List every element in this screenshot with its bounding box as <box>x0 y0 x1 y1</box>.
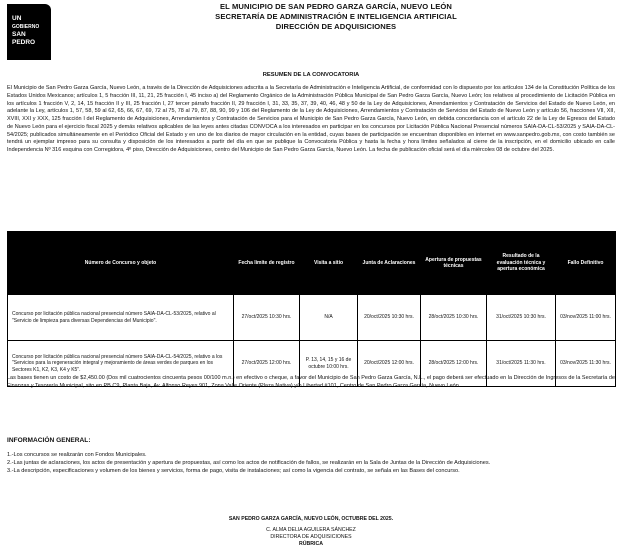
cell-junta: 20/oct/2025 12:00 hrs. <box>358 341 421 387</box>
col-header-junta: Junta de Aclaraciones <box>358 232 421 295</box>
signature-block <box>0 516 622 548</box>
cell-apertura: 28/oct/2025 10:30 hrs. <box>421 295 487 341</box>
signature-place-date: SAN PEDRO GARZA GARCÍA, NUEVO LEÓN, OCTUBRE DEL 2025. <box>228 516 394 522</box>
signature-role: DIRECTORA DE ADQUISICIONES <box>270 534 352 540</box>
cell-objeto: Concurso por licitación pública nacional presencial número SAIA-DA-CL-54/2025, relativo a los "Servicios para la regeneración integral y mejoramiento de áreas verdes de parques en los Sectores K1, K2, K3, K4 y K5". <box>8 341 234 387</box>
cell-fallo: 03/nov/2025 11:00 hrs. <box>556 295 616 341</box>
signature-rubrica: RÚBRICA <box>299 541 323 547</box>
col-header-objeto: Número de Concurso y objeto <box>8 232 234 295</box>
bases-paragraph: Las bases tienen un costo de $2,450.00 (Dos mil cuatrocientos cincuenta pesos 00/100 m.n.) en efectivo o cheque, a favor del Municipio de San Pedro Garza García, N.L., el pago deberá ser efectuado en la Dirección de Ingresos de la Secretaría de Finanzas y Tesorería Municipal, sito en PB C9, Planta Baja, Av. Alfonso Reyes 901, Zona Valle Oriente (Plaza Nativa) y/o Libertad #101, Centro de San Pedro Garza García, Nuevo León. <box>7 375 615 389</box>
cell-visita: P. 13, 14, 15 y 16 de octubre 10:00 hrs. <box>300 341 358 387</box>
cell-registro: 27/oct/2025 12:00 hrs. <box>234 341 300 387</box>
cell-visita: N/A <box>300 295 358 341</box>
header-secretariat: SECRETARÍA DE ADMINISTRACIÓN E INTELIGENCIA ARTIFICIAL <box>215 12 457 21</box>
cell-fallo: 03/nov/2025 11:30 hrs. <box>556 341 616 387</box>
general-info-list <box>7 452 615 475</box>
signature-name: C. ALMA DELIA AGUILERA SÁNCHEZ <box>266 527 356 533</box>
document-header <box>60 2 612 32</box>
table-row <box>8 295 616 341</box>
cell-resultado: 31/oct/2025 11:30 hrs. <box>487 341 556 387</box>
list-item: 1.-Los concursos se realizarán con Fondos Municipales. <box>7 452 147 458</box>
general-info-title: INFORMACIÓN GENERAL: <box>7 437 91 444</box>
contests-table <box>7 231 616 387</box>
cell-resultado: 31/oct/2025 10:30 hrs. <box>487 295 556 341</box>
cell-objeto: Concurso por licitación pública nacional presencial número SAIA-DA-CL-53/2025, relativo al "Servicio de limpieza para diversas Dependencias del Municipio". <box>8 295 234 341</box>
col-header-fallo: Fallo Definitivo <box>556 232 616 295</box>
document-title: RESUMEN DE LA CONVOCATORIA <box>262 72 360 78</box>
col-header-registro: Fecha límite de registro <box>234 232 300 295</box>
intro-paragraph: El Municipio de San Pedro Garza García, Nuevo León, a través de la Dirección de Adquisiciones adscrita a la Secretaría de Administración e Inteligencia Artificial, de conformidad con lo dispuesto por los artículos 134 de la Constitución Política de los Estados Unidos Mexicanos; artículos 1, 5 fracción III, 11, 21, 25 fracción I, 45 inciso a) del Reglamento Orgánico de la Administración Pública Municipal de San Pedro Garza García, Nuevo León; los relativos al procedimiento de Licitación Pública en los artículos 1 fracción V, 2, 14, 15 fracción II y III, 25 fracción I, 27 tercer párrafo fracción II, 29 fracción I, 31, 33, 35, 37, 39, 40, 46, 48 y 50 de la Ley de Adquisiciones, Arrendamientos y Contratación de Servicios del Estado de Nuevo León, en adelante la Ley, artículos 1, 57, 58, 59 al 62, 65, 66, 67, 69, 72 al 75, 78 al 79, 87, 88, 90, 99 y 106 del Reglamento de la Ley de Adquisiciones, Arrendamientos y Contratación de Servicios del Estado de Nuevo León y artículo 56, fracciones VII, XII, XVIII, XXI y XXX, 125 fracción I del Reglamento de Adquisiciones, Arrendamientos y Contratación de Servicios para el Municipio de San Pedro Garza García, Nuevo León, en debida concordancia con el artículo 22 de la Ley de Egresos del Estado de Nuevo León para el ejercicio fiscal 2025 y demás relativos aplicables de las leyes antes citadas CONVOCA a los interesados en participar en los concursos por Licitación Pública Nacional Presencial números SAIA-DA-CL-53/2025 y SAIA-DA-CL-54/2025; publicados simultáneamente en el Periódico Oficial del Estado y en uno de los diarios de mayor circulación en la entidad, cuyas bases de participación se encuentran disponibles en internet en www.sanpedro.gob.mx, con costo también se tendrá un ejemplar impreso para su consulta y disposición de los interesados a partir del día en que se publique la Convocatoria Pública y hasta la fecha y hora límites señalados al cierre de la inscripción, en el domicilio ubicado en calle Independencia Nº 316 esquina con Corregidora, 4º piso, Dirección de Adquisiciones, centro del Municipio de San Pedro Garza García, Nuevo León. La fecha de publicación oficial será el día miércoles 08 de octubre del 2025. <box>7 85 615 153</box>
svg-text:GOBIERNO: GOBIERNO <box>12 24 40 30</box>
col-header-apertura: Apertura de propuestas técnicas <box>421 232 487 295</box>
svg-text:UN: UN <box>12 15 22 22</box>
header-municipality: EL MUNICIPIO DE SAN PEDRO GARZA GARCÍA, NUEVO LEÓN <box>220 2 452 11</box>
table-header-row <box>8 232 616 295</box>
list-item: 2.-Las juntas de aclaraciones, los actos de presentación y apertura de propuestas, así como los actos de notificación de fallos, se realizarán en la Sala de Juntas de la Dirección de Adquisiciones. <box>7 459 491 466</box>
svg-text:SAN: SAN <box>12 31 26 38</box>
svg-text:PEDRO: PEDRO <box>12 39 36 46</box>
col-header-visita: Visita a sitio <box>300 232 358 295</box>
cell-junta: 20/oct/2025 10:30 hrs. <box>358 295 421 341</box>
municipal-logo <box>7 4 51 60</box>
header-direction: DIRECCIÓN DE ADQUISICIONES <box>275 22 397 31</box>
logo-shape-icon <box>7 4 51 60</box>
col-header-resultado: Resultado de la evaluación técnica y apertura económica <box>487 232 556 295</box>
cell-registro: 27/oct/2025 10:30 hrs. <box>234 295 300 341</box>
cell-apertura: 28/oct/2025 12:00 hrs. <box>421 341 487 387</box>
list-item: 3.-La descripción, especificaciones y volumen de los bienes y servicios, forma de pago, visita de instalaciones; así como la vigencia del contrato, se señala en las Bases del concurso. <box>7 467 460 474</box>
